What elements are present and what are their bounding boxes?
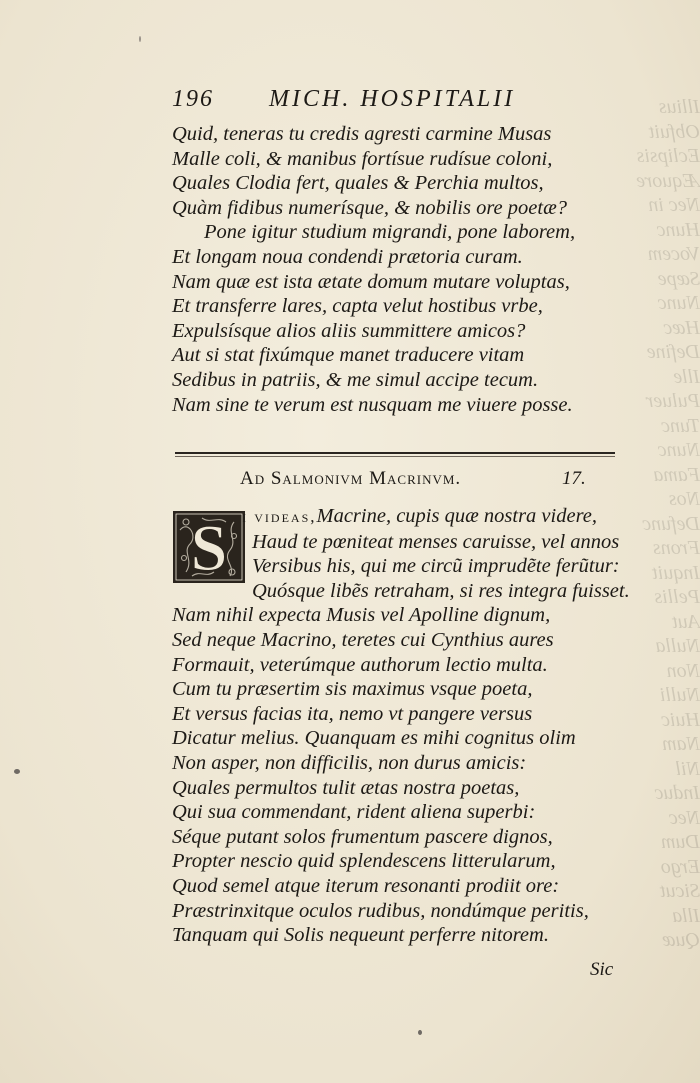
page-number: 196	[172, 86, 214, 112]
verse-line: Pone igitur studium migrandi, pone laborem,	[204, 221, 576, 244]
verse-line	[172, 504, 632, 530]
verse-line: Expulsísque alios aliis summittere amicos?	[172, 319, 526, 342]
verse-line: Versibus his, qui me circũ imprudẽte ferũtur:	[252, 555, 620, 578]
verse-line: Quàm fidibus numerísque, & nobilis ore poetæ?	[172, 196, 567, 219]
verse-line: Quales permultos tulit ætas nostra poetas,	[172, 776, 520, 799]
first-word: i videas,	[242, 507, 317, 526]
verse-line: Sed neque Macrino, teretes cui Cynthius aures	[172, 628, 554, 651]
verse-line: Qui sua commendant, rident aliena superbi:	[172, 801, 536, 824]
verse-line: Nam nihil expecta Musis vel Apolline dignum,	[172, 604, 551, 627]
verse-line: Sedibus in patriis, & me simul accipe tecum.	[172, 368, 539, 391]
verse-line: Aut si stat fixúmque manet traducere vitam	[172, 344, 525, 367]
poem-title	[240, 468, 600, 492]
verse-line: Nam sine te verum est nusquam me viuere posse.	[172, 393, 573, 416]
verse-line: Non asper, non difficilis, non durus amicis:	[172, 751, 527, 774]
section-rule	[175, 452, 615, 454]
poem-number: 17.	[562, 468, 586, 489]
verse-line: Quósque libẽs retraham, si res integra fuisset.	[252, 579, 630, 602]
section-rule-thin	[175, 456, 615, 457]
verse-line: Dicatur melius. Quanquam es mihi cognitus olim	[172, 727, 576, 750]
verse-line: Malle coli, & manibus fortísue rudísue coloni,	[172, 147, 553, 170]
running-head: MICH. HOSPITALII	[269, 86, 516, 112]
running-header	[172, 86, 552, 118]
ink-spot	[418, 1030, 422, 1035]
verse-line: Quod semel atque iterum resonanti prodiit ore:	[172, 874, 560, 897]
initial-letter: S	[190, 512, 228, 585]
verse-line: Tanquam qui Solis nequeunt perferre nitorem.	[172, 924, 549, 947]
verse-line: Propter nescio quid splendescens litterularum,	[172, 850, 556, 873]
verse-line: Formauit, veterúmque authorum lectio multa.	[172, 653, 548, 676]
verse-line: Quid, teneras tu credis agresti carmine Musas	[172, 123, 552, 145]
verse-block-top	[172, 122, 592, 417]
verse-line: Et transferre lares, capta velut hostibus vrbe,	[172, 295, 543, 318]
ink-spot	[139, 36, 141, 42]
verse-line: Haud te pœniteat menses caruisse, vel annos	[252, 530, 620, 553]
first-line-text: Macrine, cupis quæ nostra videre,	[316, 505, 598, 527]
verse-line: Et versus facias ita, nemo vt pangere versus	[172, 702, 533, 725]
catchword: Sic	[590, 959, 614, 980]
verse-line: Nam quæ est ista ætate domum mutare voluptas,	[172, 270, 570, 293]
verse-line: Et longam noua condendi prætoria curam.	[172, 245, 523, 268]
verse-line: Quales Clodia fert, quales & Perchia multos,	[172, 172, 544, 195]
ink-spot	[14, 769, 20, 774]
verse-line: Præstrinxitque oculos rudibus, nondúmque peritis,	[172, 899, 589, 922]
verse-line: Cum tu præsertim sis maximus vsque poeta,	[172, 678, 533, 701]
verse-line: Séque putant solos frumentum pascere dignos,	[172, 825, 553, 848]
poem-title-text: Ad Salmonivm Macrinvm.	[240, 468, 462, 489]
bleed-through-text: Illius Obfuit Eclipsis Æquore Nec in Hunc Vocem Sæpe Nunc Hæc Define Ille Puluer Tunc Nunc Fama Nos Defunc Frons Inquit Pellis Aut Nulla Non Nulli Huic Nam Nil Induc Nec Dum Ergo Sicut Illa Quæ	[636, 96, 700, 951]
verse-block-poem	[172, 504, 632, 948]
